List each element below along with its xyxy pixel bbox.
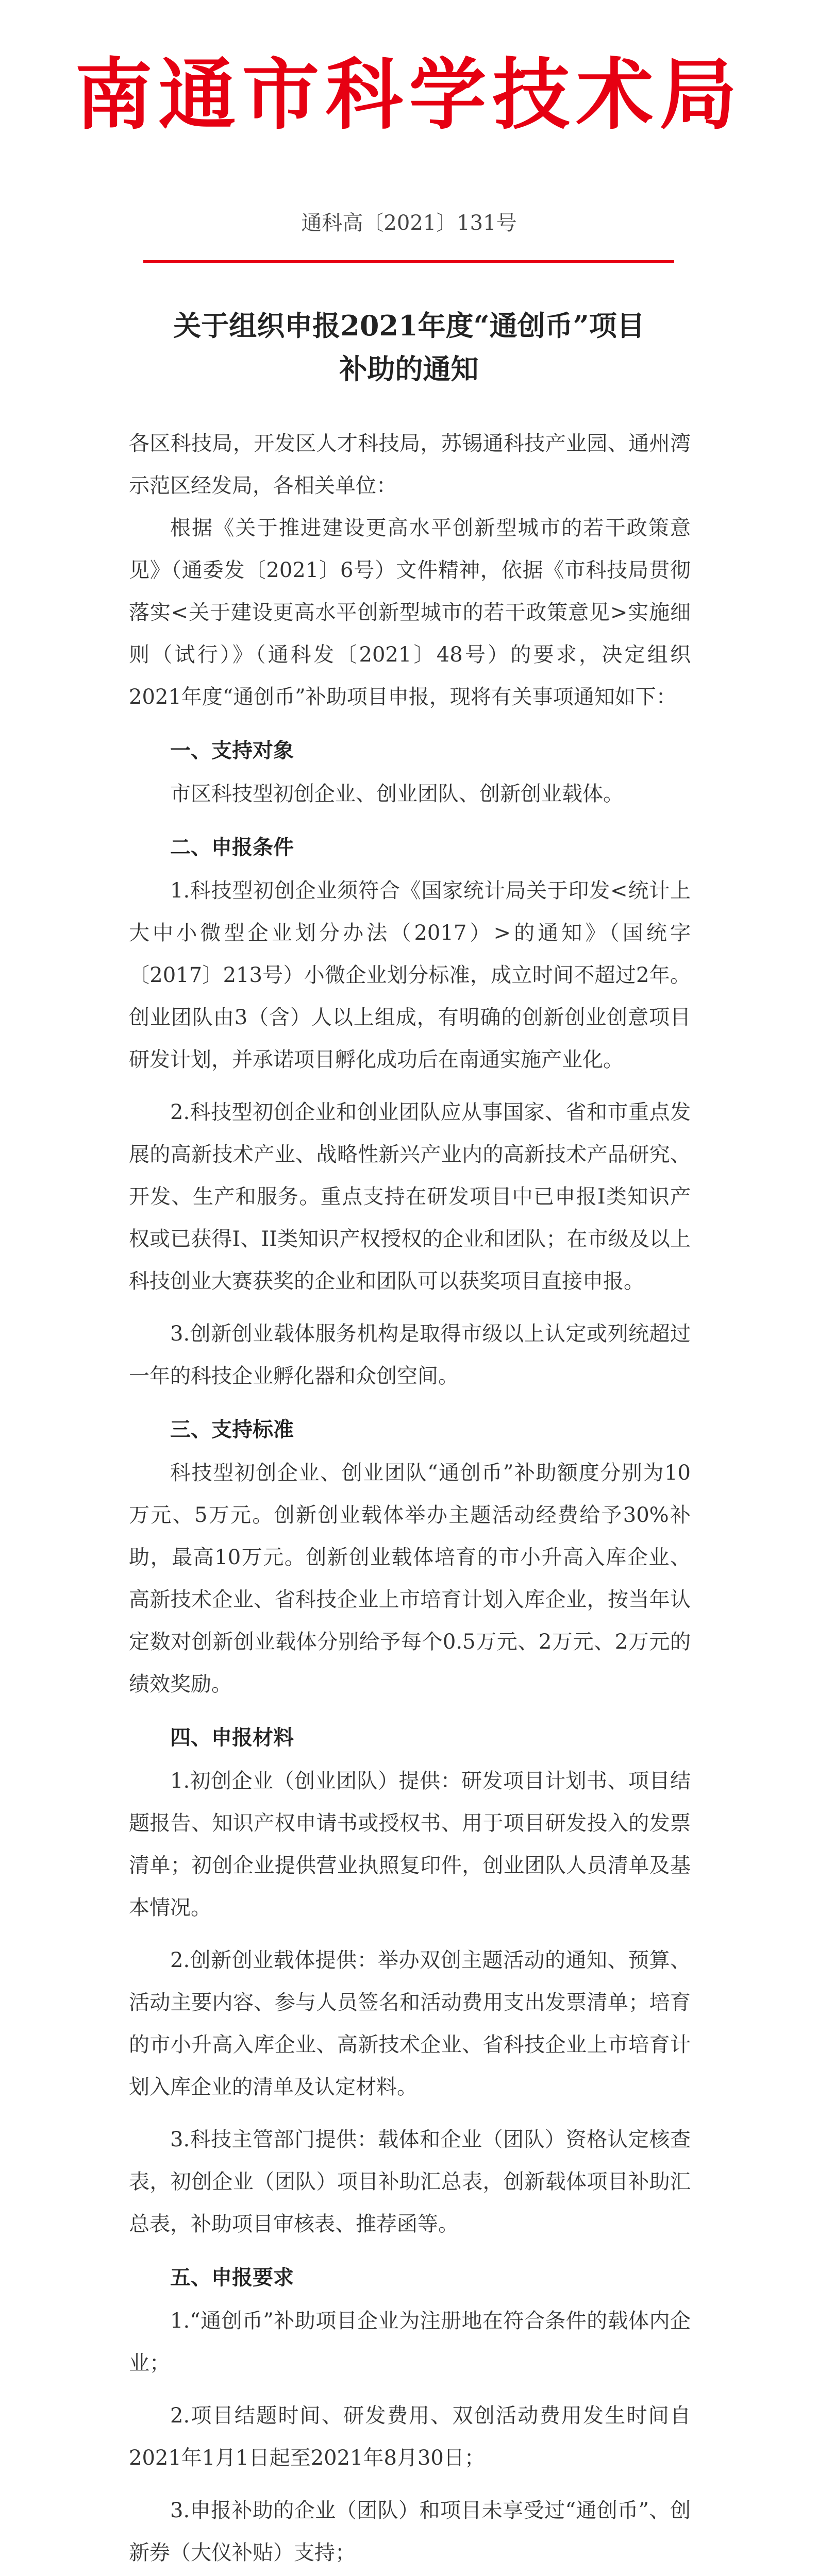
document-number: 通科高〔2021〕131号 bbox=[301, 211, 517, 235]
section-paragraph: 2.项目结题时间、研发费用、双创活动费用发生时间自2021年1月1日起至2021年8月30日； bbox=[129, 2404, 691, 2470]
red-divider-line bbox=[143, 260, 674, 263]
intro-paragraph: 根据《关于推进建设更高水平创新型城市的若干政策意见》（通委发〔2021〕6号）文件精神，依据《市科技局贯彻落实<关于建设更高水平创新型城市的若干政策意见>实施细则（试行）》（通科发〔2021〕48号）的要求，决定组织2021年度“通创币”补助项目申报，现将有关事项通知如下： bbox=[129, 516, 691, 709]
section-heading-requirements: 五、申报要求 bbox=[170, 2266, 294, 2290]
section-heading-materials: 四、申报材料 bbox=[170, 1726, 294, 1750]
agency-masthead: 南通市科学技术局 bbox=[75, 50, 743, 140]
section-heading-support-targets: 一、支持对象 bbox=[170, 739, 294, 762]
section-paragraph: 1.科技型初创企业须符合《国家统计局关于印发<统计上大中小微型企业划分办法（2017）>的通知》（国统字〔2017〕213号）小微企业划分标准，成立时间不超过2年。创业团队由3（含）人以上组成，有明确的创新创业创意项目研发计划，并承诺项目孵化成功后在南通实施产业化。 bbox=[129, 879, 691, 1072]
notice-body bbox=[129, 422, 691, 2576]
section-paragraph: 2.创新创业载体提供：举办双创主题活动的通知、预算、活动主要内容、参与人员签名和活动费用支出发票清单；培育的市小升高入库企业、高新技术企业、省科技企业上市培育计划入库企业的清单及认定材料。 bbox=[129, 1948, 691, 2099]
section-paragraph: 3.科技主管部门提供：载体和企业（团队）资格认定核查表，初创企业（团队）项目补助汇总表，创新载体项目补助汇总表，补助项目审核表、推荐函等。 bbox=[129, 2128, 691, 2236]
notice-title-line-2: 补助的通知 bbox=[339, 352, 479, 385]
section-heading-standards: 三、支持标准 bbox=[170, 1418, 294, 1442]
notice-title-line-1: 关于组织申报2021年度“通创币”项目 bbox=[173, 309, 645, 342]
section-paragraph: 1.初创企业（创业团队）提供：研发项目计划书、项目结题报告、知识产权申请书或授权书、用于项目研发投入的发票清单；初创企业提供营业执照复印件，创业团队人员清单及基本情况。 bbox=[129, 1769, 691, 1920]
section-paragraph: 3.创新创业载体服务机构是取得市级以上认定或列统超过一年的科技企业孵化器和众创空间。 bbox=[129, 1322, 691, 1388]
section-heading-conditions: 二、申报条件 bbox=[170, 836, 294, 859]
section-paragraph: 科技型初创企业、创业团队“通创币”补助额度分别为10万元、5万元。创新创业载体举办主题活动经费给予30%补助，最高10万元。创新创业载体培育的市小升高入库企业、高新技术企业、省科技企业上市培育计划入库企业，按当年认定数对创新创业载体分别给予每个0.5万元、2万元、2万元的绩效奖励。 bbox=[129, 1461, 691, 1696]
notice-title bbox=[129, 304, 689, 391]
section-paragraph: 1.“通创币”补助项目企业为注册地在符合条件的载体内企业； bbox=[129, 2309, 691, 2375]
section-paragraph: 市区科技型初创企业、创业团队、创新创业载体。 bbox=[170, 782, 624, 806]
section-paragraph: 2.科技型初创企业和创业团队应从事国家、省和市重点发展的高新技术产业、战略性新兴产业内的高新技术产品研究、开发、生产和服务。重点支持在研发项目中已申报I类知识产权或已获得I、II类知识产权授权的企业和团队；在市级及以上科技创业大赛获奖的企业和团队可以获奖项目直接申报。 bbox=[129, 1100, 691, 1293]
addressee: 各区科技局，开发区人才科技局，苏锡通科技产业园、通州湾示范区经发局，各相关单位： bbox=[129, 432, 691, 498]
section-paragraph: 3.申报补助的企业（团队）和项目未享受过“通创币”、创新券（大仪补贴）支持； bbox=[129, 2499, 691, 2565]
